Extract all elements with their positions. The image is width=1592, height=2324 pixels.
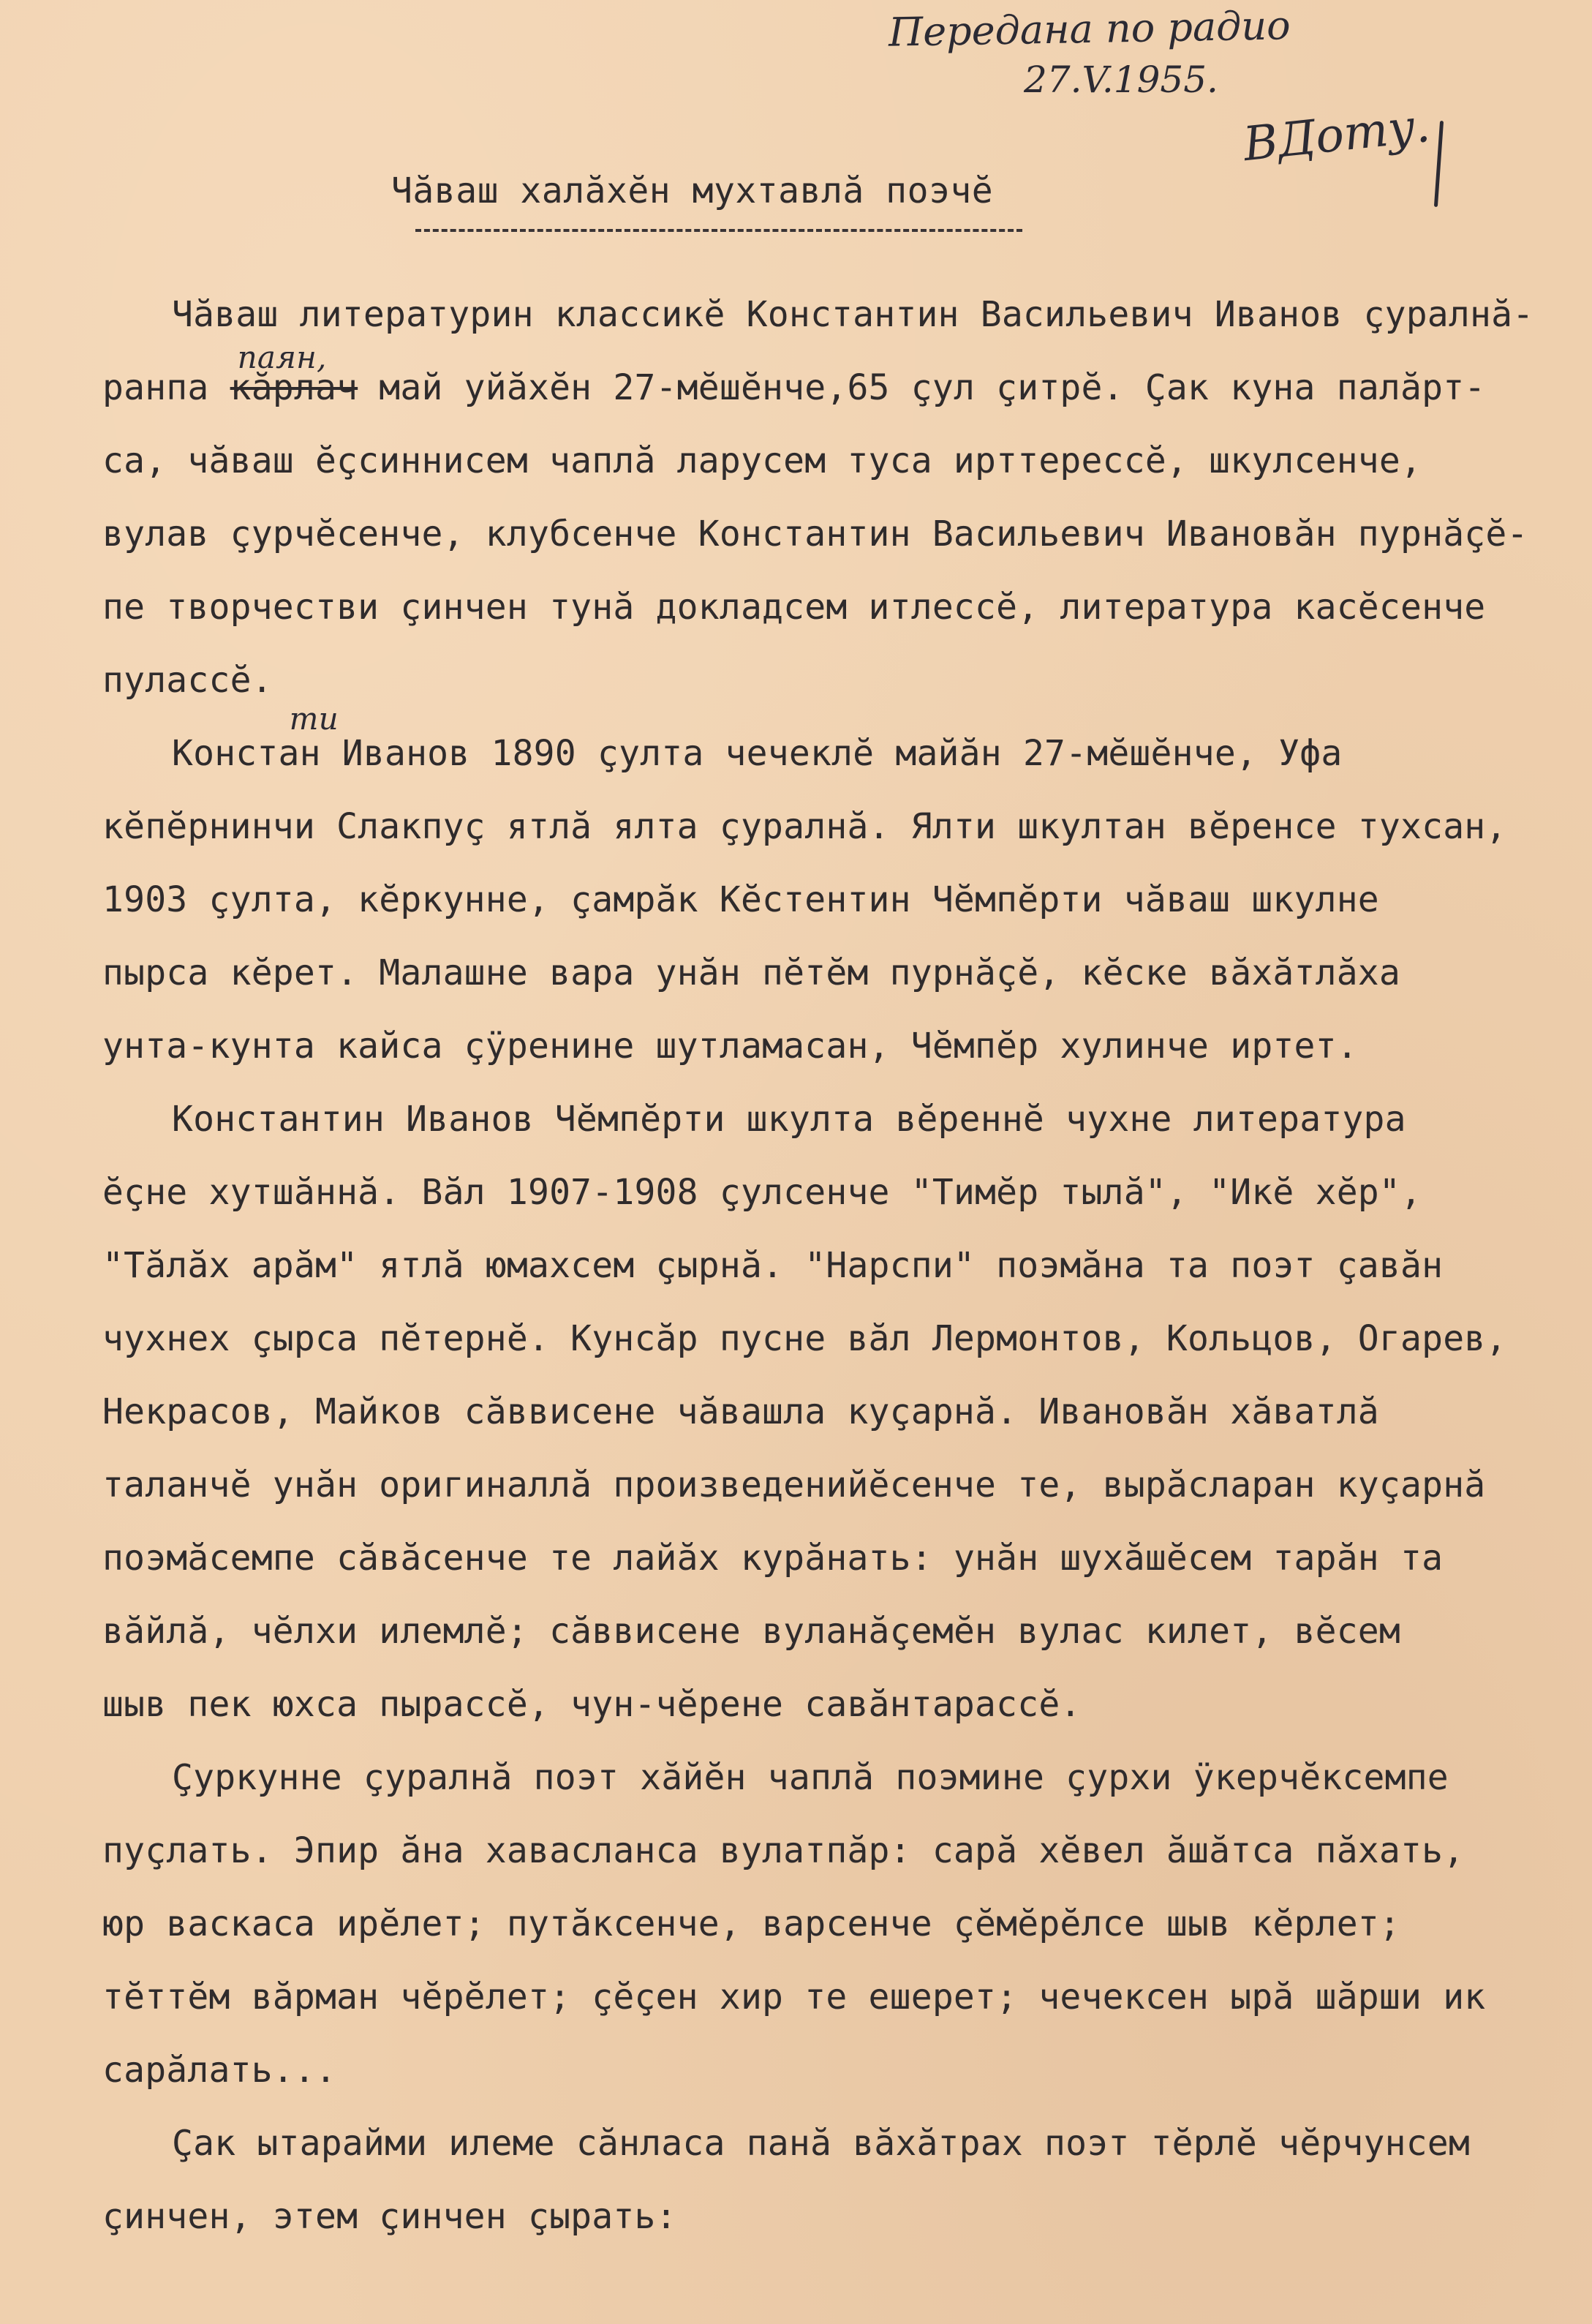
document-title: Чăваш халăхĕн мухтавлă поэчĕ: [391, 170, 994, 211]
paragraph-4-line-1: Çуркунне çуралнă поэт хăйĕн чаплă поэмине çурхи ÿкерчĕксемпе: [172, 1757, 1449, 1798]
paragraph-5-line-2: çинчен, этем çинчен çырать:: [102, 2196, 677, 2237]
paragraph-2-line-3: 1903 çулта, кĕркунне, çамрăк Кĕстентин Чĕмпĕрти чăваш шкулне: [102, 879, 1379, 920]
paragraph-3-line-7: поэмăсемпе сăвăсенче те лайăх курăнать: унăн шухăшĕсем тарăн та: [102, 1538, 1444, 1579]
paragraph-1-line-2-start: ранпа: [102, 367, 230, 408]
paragraph-1-line-4: вулав çурчĕсенче, клубсенче Константин Васильевич Ивановăн пурнăçĕ-: [102, 514, 1528, 554]
paragraph-3-line-4: чухнех çырса пĕтернĕ. Кунсăр пусне вăл Лермонтов, Кольцов, Огарев,: [102, 1318, 1507, 1359]
paragraph-5-line-1: Çак ытарайми илеме сăнласа панă вăхăтрах поэт тĕрлĕ чĕрчунсем: [172, 2123, 1471, 2164]
paragraph-2-line-2: кĕпĕрнинчи Слакпуç ятлă ялта çуралнă. Ялти шкултан вĕренсе тухсан,: [102, 806, 1507, 847]
paragraph-1-line-5: пе творчестви çинчен тунă докладсем итлессĕ, литература касĕсенче: [102, 587, 1486, 628]
paragraph-2-line-1-end: н Иванов 1890 çулта чечеклĕ майăн 27-мĕшĕнче, Уфа: [299, 733, 1343, 774]
paragraph-2-line-1: [102, 701, 1561, 790]
inserted-letters: ти: [289, 701, 339, 737]
paragraph-3-line-3: "Тăлăх арăм" ятлă юмахсем çырнă. "Нарспи" поэмăна та поэт çавăн: [102, 1245, 1444, 1286]
paragraph-3-line-6: таланчĕ унăн оригиналлă произведенийĕсенче те, вырăсларан куçарнă: [102, 1464, 1486, 1505]
correction-replacement: [230, 339, 358, 408]
paragraph-4-line-5: сарăлать...: [102, 2050, 337, 2091]
handwritten-signature: ВДоту.: [1240, 98, 1433, 173]
paragraph-4-line-2: пуçлать. Эпир ăна хавасланса вулатпăр: сарă хĕвел ăшăтса пăхать,: [102, 1830, 1465, 1871]
paragraph-3-line-5: Некрасов, Майков сăввисене чăвашла куçарнă. Ивановăн хăватлă: [102, 1391, 1379, 1432]
paragraph-4-line-4: тĕттĕм вăрман чĕрĕлет; çĕçен хир те ешерет; чечексен ырă шăрши ик: [102, 1977, 1486, 2017]
paragraph-1-line-6: пулассĕ.: [102, 660, 273, 701]
paragraph-2-line-5: унта-кунта кайса çÿренине шутламасан, Чĕмпĕр хулинче иртет.: [102, 1026, 1358, 1067]
paragraph-1-line-3: са, чăваш ĕçсиннисем чаплă ларусем туса ирттерессĕ, шкулсенче,: [102, 440, 1422, 481]
paragraph-4-line-3: юр васкаса ирĕлет; путăксенче, варсенче çĕмĕрĕлсе шыв кĕрлет;: [102, 1903, 1401, 1944]
paragraph-2-line-1-start: Конста: [172, 733, 300, 774]
handwritten-broadcast-date: 27.V.1955.: [1024, 59, 1218, 101]
handwritten-broadcast-note: Передана по радио: [888, 2, 1291, 56]
paragraph-1-line-2: [102, 339, 1561, 424]
paragraph-3-line-2: ĕçне хутшăннă. Вăл 1907-1908 çулсенче "Тимĕр тылă", "Икĕ хĕр",: [102, 1172, 1422, 1213]
paragraph-3-line-1: Константин Иванов Чĕмпĕрти шкулта вĕреннĕ чухне литература: [172, 1099, 1406, 1140]
inserted-word: паян,: [237, 339, 327, 375]
paragraph-1-line-1: Чăваш литературин классикĕ Константин Васильевич Иванов çуралнă-: [172, 294, 1534, 335]
struck-word: кăрлач: [230, 367, 358, 408]
title-underline: [415, 229, 1022, 232]
paragraph-1-line-2-end: май уйăхĕн 27-мĕшĕнче,65 çул çитрĕ. Çак куна палăрт-: [358, 367, 1486, 408]
paragraph-3-line-9: шыв пек юхса пырассĕ, чун-чĕрене савăнтарассĕ.: [102, 1684, 1082, 1725]
paragraph-2-line-4: пырса кĕрет. Малашне вара унăн пĕтĕм пурнăçĕ, кĕске вăхăтлăха: [102, 952, 1401, 993]
document-body: [102, 278, 1561, 2253]
paragraph-3-line-8: вăйлă, чĕлхи илемлĕ; сăввисене вуланăçемĕн вулас килет, вĕсем: [102, 1611, 1401, 1652]
